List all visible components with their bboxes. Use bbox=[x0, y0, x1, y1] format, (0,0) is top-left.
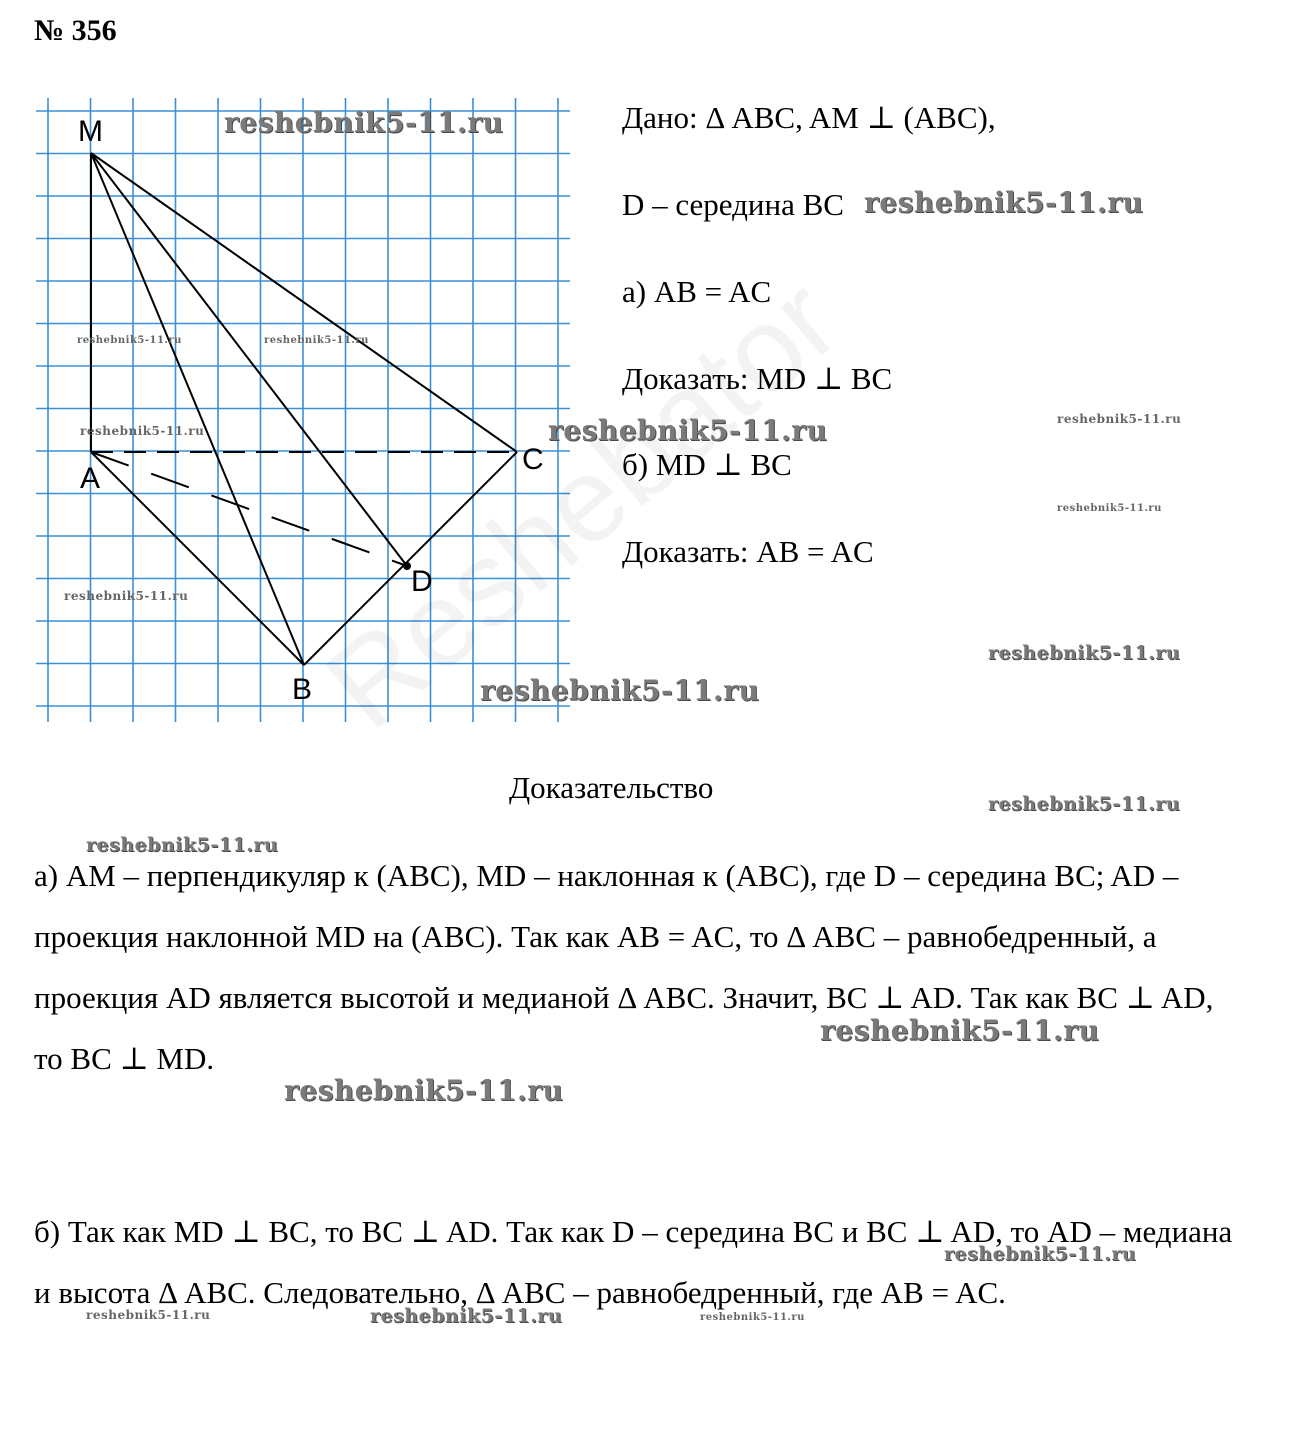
site-watermark: reshebnik5-11.ru bbox=[480, 674, 760, 707]
given-line-5: б) MD ⊥ BC bbox=[622, 447, 792, 482]
site-watermark: reshebnik5-11.ru bbox=[700, 1312, 805, 1323]
site-watermark: reshebnik5-11.ru bbox=[548, 414, 828, 447]
label-m: M bbox=[78, 115, 103, 148]
proof-part-b: б) Так как MD ⊥ BC, то BC ⊥ AD. Так как D – середина BC и BC ⊥ AD, то AD – медиана и высота Δ ABC. Следовательно, Δ ABC – равнобедренный, где AB = AC. bbox=[34, 1214, 1233, 1310]
site-watermark: reshebnik5-11.ru bbox=[1057, 503, 1162, 514]
edge-ab bbox=[91, 452, 304, 665]
site-watermark: reshebnik5-11.ru bbox=[77, 335, 182, 346]
label-a: A bbox=[80, 462, 101, 495]
site-watermark: reshebnik5-11.ru bbox=[284, 1074, 564, 1107]
site-watermark: reshebnik5-11.ru bbox=[86, 834, 279, 856]
site-watermark: reshebnik5-11.ru bbox=[264, 335, 369, 346]
given-line-1: Дано: Δ ABC, AM ⊥ (ABC), bbox=[622, 100, 996, 135]
site-watermark: reshebnik5-11.ru bbox=[224, 106, 504, 139]
given-line-3: а) AB = AC bbox=[622, 274, 772, 309]
site-watermark: reshebnik5-11.ru bbox=[820, 1014, 1100, 1047]
edge-md bbox=[91, 153, 407, 566]
site-watermark: reshebnik5-11.ru bbox=[86, 1308, 211, 1322]
site-watermark: reshebnik5-11.ru bbox=[988, 642, 1181, 664]
site-watermark: reshebnik5-11.ru bbox=[80, 424, 205, 438]
site-watermark: reshebnik5-11.ru bbox=[988, 793, 1181, 815]
proof-heading: Доказательство bbox=[509, 770, 714, 805]
site-watermark: reshebnik5-11.ru bbox=[864, 186, 1144, 219]
label-c: C bbox=[522, 443, 544, 476]
site-watermark: reshebnik5-11.ru bbox=[370, 1305, 563, 1327]
segment-ad-hidden bbox=[91, 452, 407, 566]
site-watermark: reshebnik5-11.ru bbox=[64, 589, 189, 603]
site-watermark: reshebnik5-11.ru bbox=[1057, 412, 1182, 426]
given-line-2: D – середина BC bbox=[622, 187, 844, 222]
given-line-4: Доказать: MD ⊥ BC bbox=[622, 361, 893, 396]
problem-number: № 356 bbox=[34, 14, 117, 47]
proof-part-a: а) AM – перпендикуляр к (ABC), MD – наклонная к (ABC), где D – середина BC; AD – проекция наклонной MD на (ABC). Так как AB = AC, то Δ ABC – равнобедренный, а проекция AD является высотой и медианой Δ ABC. Значит, BC ⊥ AD. Так как BC ⊥ AD, то BC ⊥ MD. bbox=[34, 858, 1214, 1076]
given-line-6: Доказать: AB = AC bbox=[622, 534, 874, 569]
site-watermark: reshebnik5-11.ru bbox=[944, 1243, 1137, 1265]
label-b: B bbox=[292, 673, 313, 706]
edge-mc bbox=[91, 153, 517, 452]
label-d: D bbox=[411, 565, 433, 598]
